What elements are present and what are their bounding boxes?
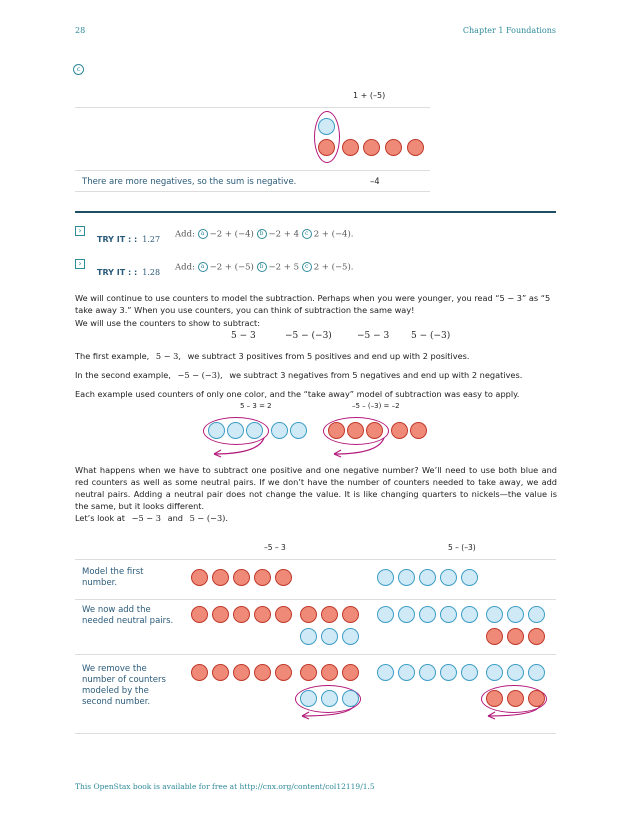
positive-counter (440, 606, 457, 623)
column-header: 5 – (–3) (448, 543, 476, 552)
try-it-expand-icon[interactable]: › (75, 259, 85, 269)
positive-counter (461, 664, 478, 681)
inline-math: 5 − 3, (155, 351, 181, 361)
negative-counter (233, 606, 250, 623)
part-c-marker: c (302, 262, 312, 272)
paragraph-first-example (75, 350, 565, 362)
positive-counter (398, 569, 415, 586)
negative-counter (254, 606, 271, 623)
negative-counter (385, 139, 402, 156)
negative-counter (528, 628, 545, 645)
math-expression: −5 − (−3) (285, 331, 332, 341)
math-expression: 5 − 3 (231, 331, 256, 341)
text: we subtract 3 positives from 5 positives and end up with 2 positives. (187, 351, 470, 361)
column-header: –5 – 3 (264, 543, 286, 552)
part-a-expression: −2 + (−5) (209, 262, 254, 273)
positive-counter (528, 606, 545, 623)
row-label: Model the first number. (82, 567, 144, 588)
negative-counter (486, 628, 503, 645)
page-number: 28 (75, 26, 86, 35)
negative-counter (254, 569, 271, 586)
negative-counter (275, 569, 292, 586)
positive-counter (486, 606, 503, 623)
negative-counter (328, 422, 345, 439)
negative-counter (300, 606, 317, 623)
positive-counter (246, 422, 263, 439)
negative-counter (366, 422, 383, 439)
positive-counter (342, 628, 359, 645)
positive-counter (507, 664, 524, 681)
negative-counter (275, 606, 292, 623)
positive-counter (377, 569, 394, 586)
negative-counter (347, 422, 364, 439)
paragraph-second-example (75, 369, 565, 381)
text: In the second example, (75, 370, 171, 380)
negative-counter (342, 606, 359, 623)
positive-counter (321, 628, 338, 645)
negative-counter (363, 139, 380, 156)
try-it-number: 1.28 (142, 268, 161, 277)
negative-counter (212, 569, 229, 586)
positive-counter (486, 664, 503, 681)
negative-counter (212, 606, 229, 623)
inline-math: 5 − (−3). (189, 513, 228, 523)
negative-counter (321, 606, 338, 623)
positive-counter (377, 606, 394, 623)
try-it-1-27-problems (175, 229, 354, 240)
part-b-expression: −2 + 5 (268, 262, 299, 273)
positive-counter (377, 664, 394, 681)
table-divider (75, 107, 430, 108)
result-value: –4 (370, 177, 380, 187)
text: The first example, (75, 351, 150, 361)
negative-counter (407, 139, 424, 156)
positive-counter (321, 690, 338, 707)
negative-counter (233, 664, 250, 681)
figure-label: 5 – 3 = 2 (240, 402, 272, 410)
negative-counter (321, 664, 338, 681)
explanation-text: There are more negatives, so the sum is negative. (82, 177, 297, 187)
chapter-title: Chapter 1 Foundations (462, 26, 556, 35)
positive-counter (507, 606, 524, 623)
paragraph-intro: We will continue to use counters to model the subtraction. Perhaps when you were younger, you read “5 − 3” as “5 take away 3.” When you use counters, you can think of subtraction the same way! (75, 293, 551, 315)
positive-counter (461, 606, 478, 623)
negative-counter (342, 664, 359, 681)
negative-counter (507, 690, 524, 707)
positive-counter (398, 606, 415, 623)
negative-counter (507, 628, 524, 645)
try-it-label: TRY IT : : (97, 235, 138, 244)
negative-counter (191, 664, 208, 681)
positive-counter (208, 422, 225, 439)
part-b-marker: b (257, 262, 267, 272)
table-divider (75, 170, 430, 171)
negative-counter (318, 139, 335, 156)
negative-counter (342, 139, 359, 156)
negative-counter (300, 664, 317, 681)
negative-counter (233, 569, 250, 586)
table-divider (75, 191, 430, 192)
positive-counter (227, 422, 244, 439)
table-divider (75, 733, 556, 734)
expression: 1 + (–5) (353, 91, 386, 100)
negative-counter (391, 422, 408, 439)
row-label: We now add the needed neutral pairs. (82, 605, 174, 626)
inline-math: −5 − 3 (131, 513, 161, 523)
paragraph-neutral-pairs: What happens when we have to subtract one positive and one negative number? We’ll need to use both blue and red counters as well as some neutral pairs. If we don’t have the number of counters needed to take away, we add neutral pairs. Adding a neutral pair does not change the value. It is like changing quarters to nickels—the value is the same, but it looks different. (75, 465, 557, 511)
section-rule (75, 211, 556, 213)
try-it-expand-icon[interactable]: › (75, 226, 85, 236)
part-a-marker: a (198, 262, 208, 272)
part-c-expression: 2 + (−4). (313, 229, 354, 240)
positive-counter (419, 606, 436, 623)
try-it-label: TRY IT : : (97, 268, 138, 277)
footer-link[interactable]: This OpenStax book is available for free at http://cnx.org/content/col12119/1.5 (75, 782, 375, 791)
part-b-expression: −2 + 4 (268, 229, 299, 240)
part-c-expression: 2 + (−5). (313, 262, 354, 273)
try-it-1-27 (97, 227, 160, 246)
positive-counter (271, 422, 288, 439)
negative-counter (191, 606, 208, 623)
positive-counter (342, 690, 359, 707)
paragraph-lets-look (75, 512, 228, 524)
positive-counter (528, 664, 545, 681)
positive-counter (300, 690, 317, 707)
positive-counter (419, 569, 436, 586)
add-label: Add: (175, 262, 195, 273)
negative-counter (254, 664, 271, 681)
positive-counter (419, 664, 436, 681)
negative-counter (410, 422, 427, 439)
add-label: Add: (175, 229, 195, 240)
negative-counter (212, 664, 229, 681)
negative-counter (191, 569, 208, 586)
text: and (167, 513, 183, 523)
table-divider (75, 599, 556, 600)
text: we subtract 3 negatives from 5 negatives and end up with 2 negatives. (229, 370, 523, 380)
positive-counter (461, 569, 478, 586)
text: Let’s look at (75, 513, 126, 523)
positive-counter (318, 118, 335, 135)
figure-label: –5 – (–3) = –2 (352, 402, 400, 410)
row-label: We remove the number of counters modeled by the second number. (82, 664, 166, 707)
try-it-1-28 (97, 260, 160, 279)
positive-counter (290, 422, 307, 439)
math-expression: 5 − (−3) (411, 331, 451, 341)
part-c-marker: c (73, 64, 84, 75)
positive-counter (440, 569, 457, 586)
negative-counter (528, 690, 545, 707)
positive-counter (300, 628, 317, 645)
inline-math: −5 − (−3), (177, 370, 223, 380)
table-divider (75, 654, 556, 655)
paragraph-each-example: Each example used counters of only one color, and the “take away” model of subtraction was easy to apply. (75, 389, 520, 399)
part-a-expression: −2 + (−4) (209, 229, 254, 240)
positive-counter (398, 664, 415, 681)
try-it-1-28-problems (175, 262, 354, 273)
negative-counter (486, 690, 503, 707)
part-a-marker: a (198, 229, 208, 239)
positive-counter (440, 664, 457, 681)
try-it-number: 1.27 (142, 235, 161, 244)
part-c-marker: c (302, 229, 312, 239)
math-expression: −5 − 3 (357, 331, 390, 341)
table-divider (75, 559, 556, 560)
negative-counter (275, 664, 292, 681)
paragraph-subtract: We will use the counters to show to subtract: (75, 318, 261, 328)
part-b-marker: b (257, 229, 267, 239)
